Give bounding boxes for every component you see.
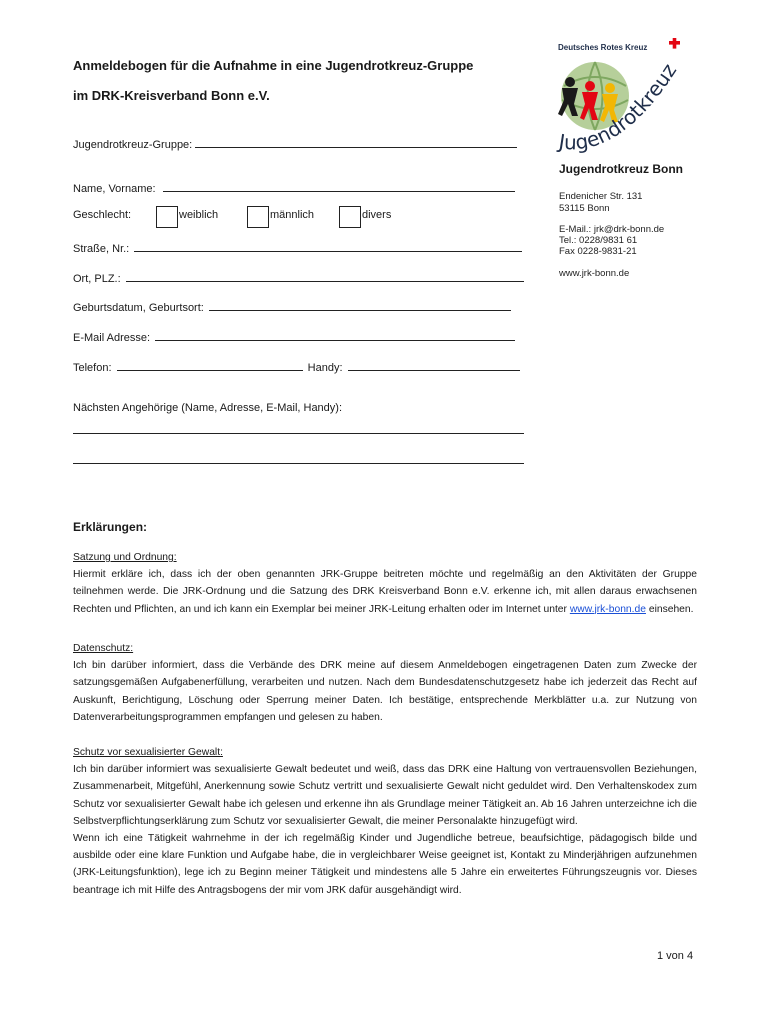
contact-city: 53115 Bonn [559,203,610,214]
city-field[interactable] [73,271,524,285]
logo-curved-text: Jugendrotkreuz [557,59,682,155]
statute-text: Hiermit erkläre ich, dass ich der oben genannten JRK-Gruppe beitreten möchte und regelmäßig an den Aktivitäten der Gruppe teilnehmen werde. Die JRK-Ordnung und die Satzung des DRK Kreisverband Bonn e.V. erkenne ich, mit allen daraus erwachsenen Rechten und Pflichten, an und ich kann ein Exemplar bei meiner JRK-Leitung erhalten oder im Internet unter www.jrk-bonn.de einsehen. [73,569,697,615]
mobile-label: Handy: [307,362,343,374]
checkbox-weiblich[interactable] [156,206,178,228]
relatives-input-line-1[interactable] [73,433,524,434]
street-label: Straße, Nr.: [73,243,130,255]
city-label: Ort, PLZ.: [73,273,121,285]
protection-text-2: Wenn ich eine Tätigkeit wahrnehme in der ich regelmäßig Kinder und Jugendliche betreue, beaufsichtige, pädagogisch bilde und ausbilde oder eine klare Funktion und Aufgabe habe, die in vergleichbarer Weise geeignet ist, Kontakt zu Minderjährigen aufzunehmen (JRK-Leitungsfunktion), lege ich zu Beginn meiner Tätigkeit und mindestens alle 5 Jahre ein erweitertes Führungszeugnis vor. Dieses beantrage ich mit Hilfe des Antragsbogens der mir vom JRK dafür ausgehändigt wird. [73,833,697,896]
email-label: E-Mail Adresse: [73,332,151,344]
group-input-line[interactable] [195,137,517,148]
contact-fax: Fax 0228-9831-21 [559,246,637,257]
email-field[interactable] [73,330,515,344]
phone-label: Telefon: [73,362,112,374]
contact-name: Jugendrotkreuz Bonn [559,162,684,176]
phone-input-line[interactable] [117,360,303,371]
statute-section [73,549,697,618]
page-subtitle: im DRK-Kreisverband Bonn e.V. [73,88,270,103]
protection-section [73,744,697,899]
option-maennlich-label: männlich [270,209,315,221]
mobile-input-line[interactable] [348,360,520,371]
protection-heading: Schutz vor sexualisierter Gewalt: [73,747,223,758]
privacy-text: Ich bin darüber informiert, dass die Verbände des DRK meine auf diesem Anmeldebogen eingetragenen Daten zum Zwecke der satzungsgemäßen Aufgabenerfüllung, verarbeiten und nutzen. Nach dem Bundesdatenschutzgesetz habe ich jederzeit das Recht auf Auskunft, Berichtigung, Löschung oder Sperrung meiner Daten. Ich bestätige, entsprechende Merkblätter u.a. zur Nutzung von Datenverarbeitungsprogrammen empfangen und gelesen zu haben. [73,660,697,723]
name-label: Name, Vorname: [73,183,156,195]
street-input-line[interactable] [134,241,522,252]
page-number: 1 von 4 [657,950,694,962]
privacy-section [73,640,697,726]
declarations-heading: Erklärungen: [73,520,148,534]
birth-label: Geburtsdatum, Geburtsort: [73,302,204,314]
statute-heading: Satzung und Ordnung: [73,552,177,563]
checkbox-divers[interactable] [339,206,361,228]
name-input-line[interactable] [163,181,515,192]
street-field[interactable] [73,241,522,255]
relatives-label: Nächsten Angehörige (Name, Adresse, E-Mail, Handy): [73,402,343,414]
relatives-input-line-2[interactable] [73,463,524,464]
group-field[interactable] [73,137,517,151]
contact-tel: Tel.: 0228/9831 61 [559,235,638,246]
option-weiblich-label: weiblich [179,209,219,221]
contact-web: www.jrk-bonn.de [559,268,630,279]
birth-field[interactable] [73,300,511,314]
red-cross-icon [669,38,680,49]
checkbox-maennlich[interactable] [247,206,269,228]
city-input-line[interactable] [126,271,524,282]
email-input-line[interactable] [155,330,515,341]
page-title: Anmeldebogen für die Aufnahme in eine Jugendrotkreuz-Gruppe [73,58,474,73]
group-label: Jugendrotkreuz-Gruppe: [73,139,193,151]
phone-field[interactable] [73,360,520,374]
birth-input-line[interactable] [209,300,511,311]
option-divers-label: divers [362,209,392,221]
contact-email: E-Mail.: jrk@drk-bonn.de [559,224,665,235]
logo-org-name: Deutsches Rotes Kreuz [558,43,648,52]
contact-street: Endenicher Str. 131 [559,191,643,202]
name-field[interactable] [73,181,515,195]
jrk-logo [540,38,700,158]
jrk-website-link[interactable]: www.jrk-bonn.de [569,603,646,615]
gender-label: Geschlecht: [73,209,132,221]
privacy-heading: Datenschutz: [73,643,134,654]
protection-text-1: Ich bin darüber informiert was sexualisierte Gewalt bedeutet und weiß, dass das DRK eine Haltung von vertrauensvollen Beziehungen, Zusammenarbeit, Mitgefühl, Anerkennung sowie Schutz vertritt und sexualisierte Gewalt nicht geduldet wird. Den Verhaltenskodex zum Schutz vor sexualisierter Gewalt habe ich gelesen und erkenne ihn als Grundlage meiner Tätigkeit an. Ab 16 Jahren unterzeichne ich die Selbstverpflichtungserklärung zum Schutz vor sexualisierter Gewalt, die meiner Personalakte hinzugefügt wird. [73,764,697,827]
